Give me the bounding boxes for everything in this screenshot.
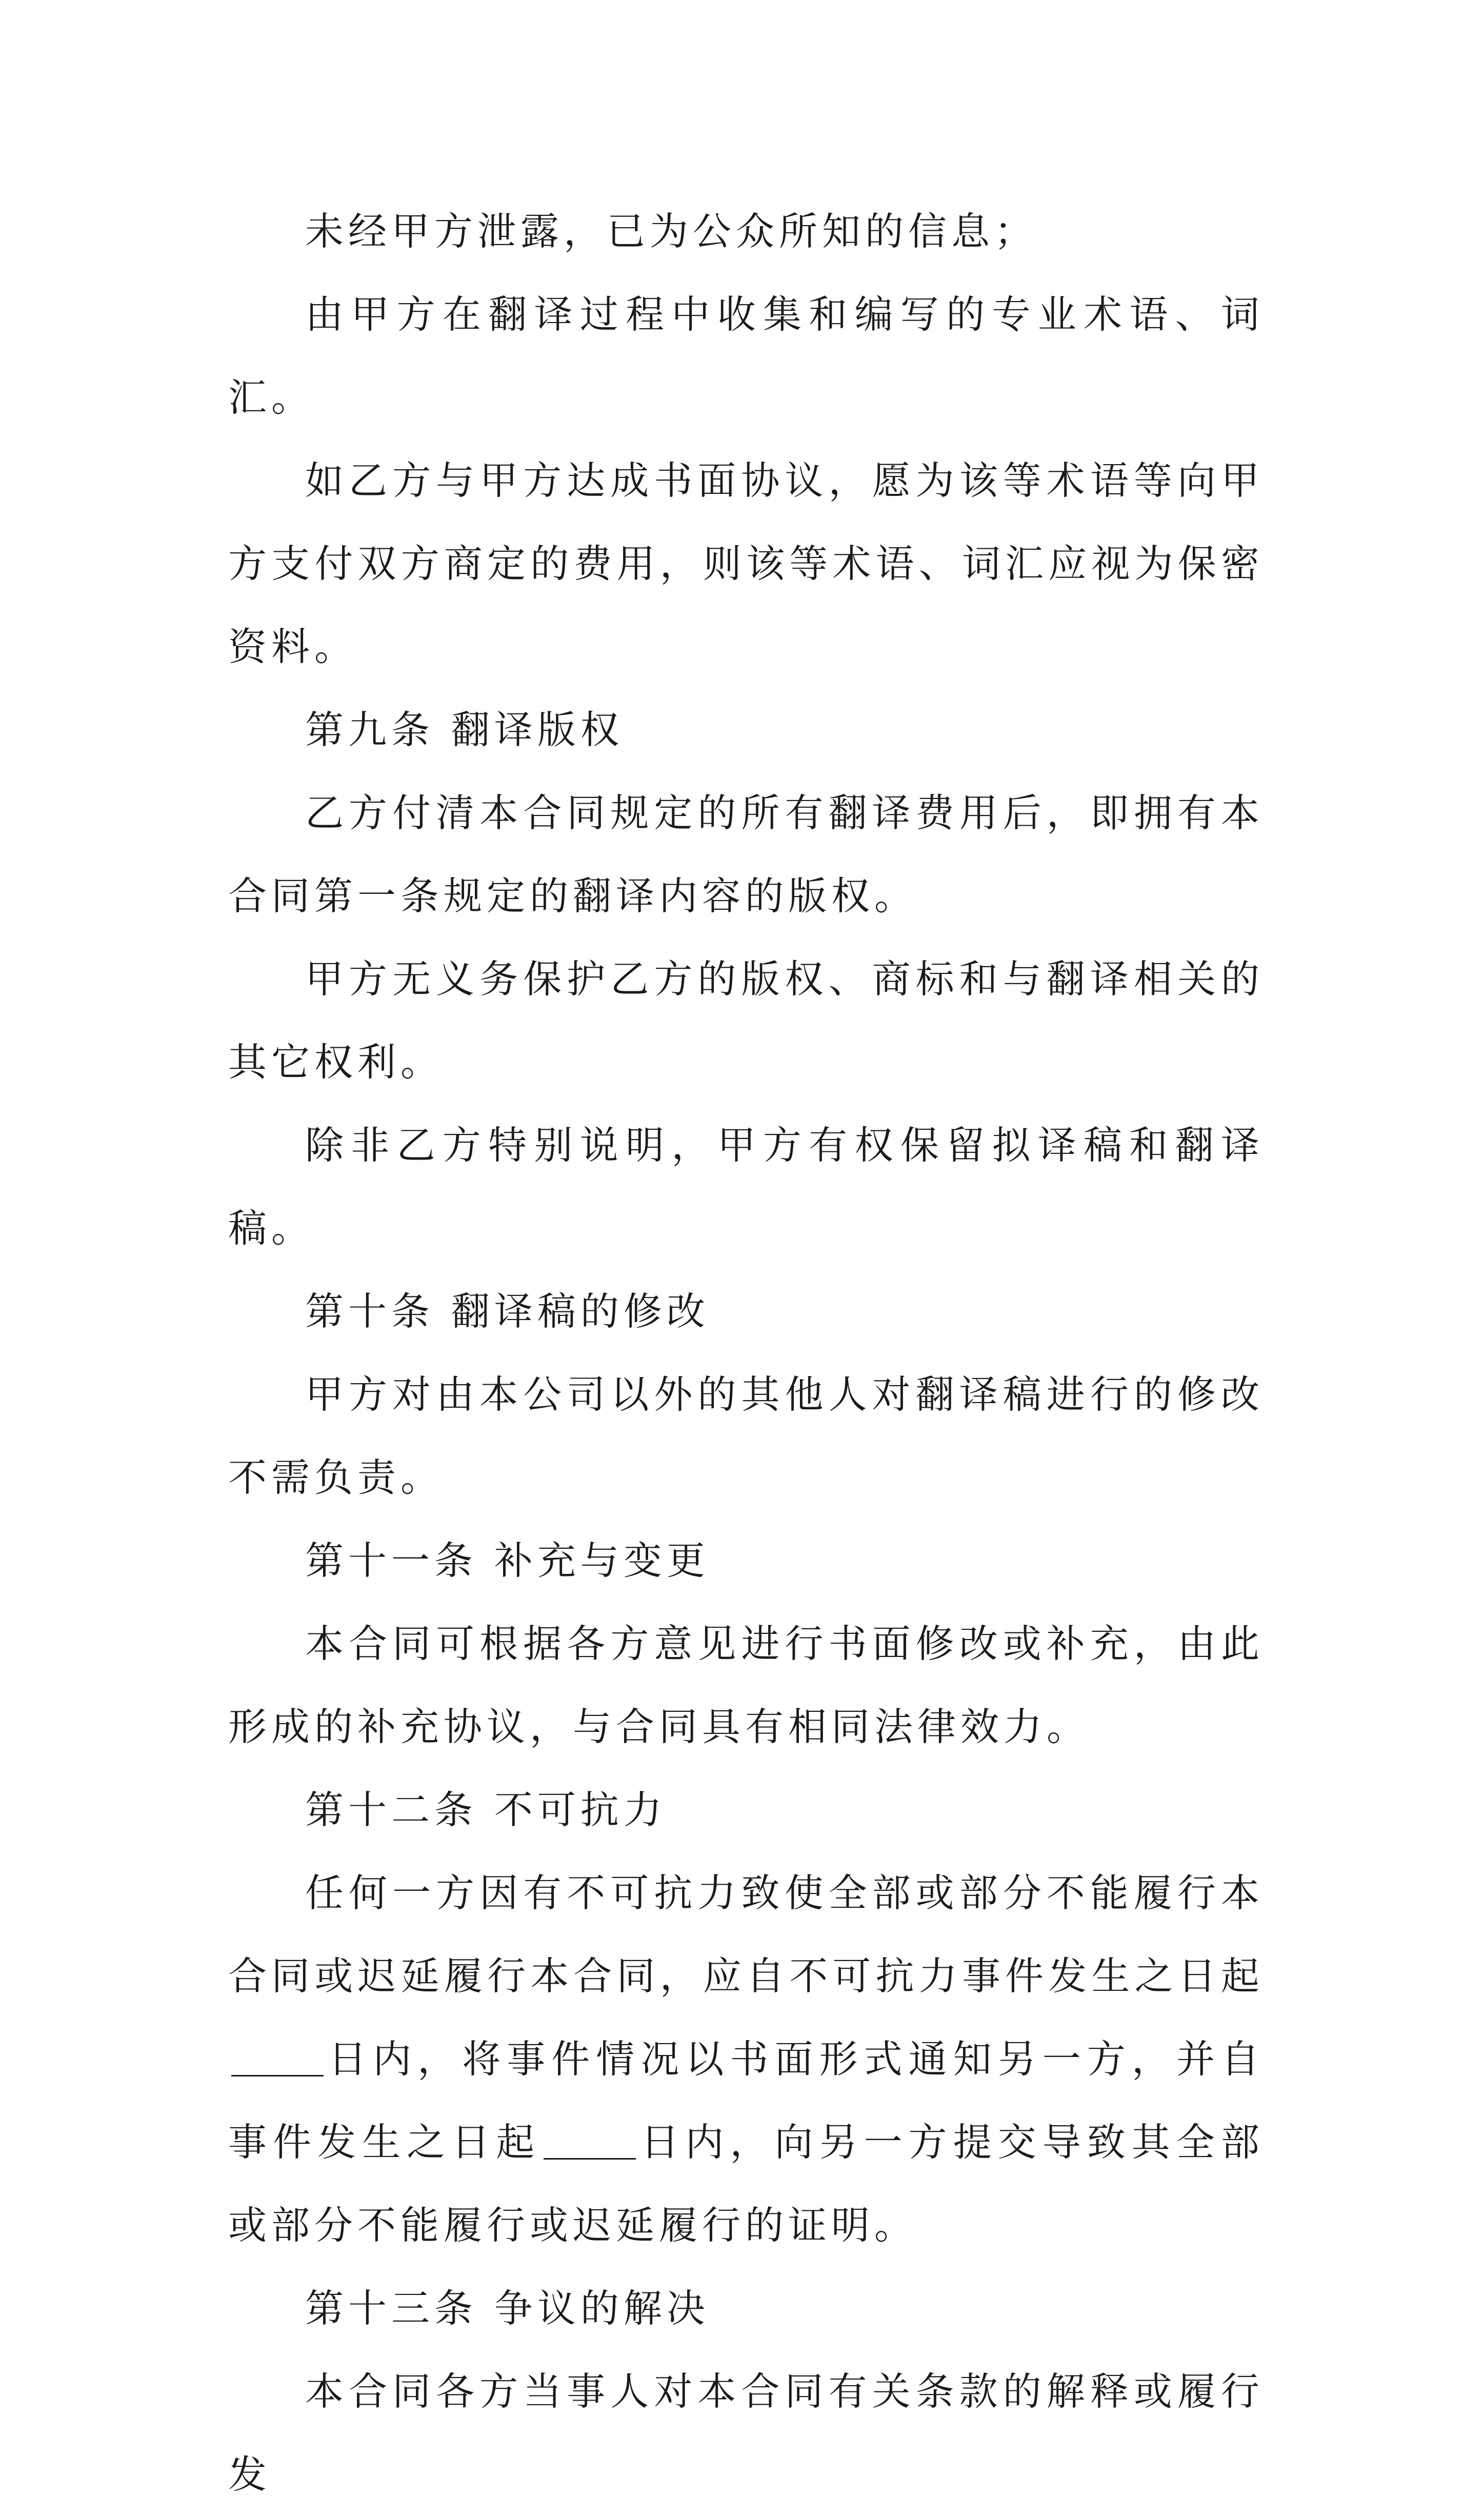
paragraph-text: 日内，向另一方提交导致其全部或部分不能履行或迟延履行的证明。 [228, 2120, 1264, 2248]
paragraph: 未经甲方泄露，已为公众所知的信息； [305, 209, 1038, 254]
paragraph-text: 任何一方因有不可抗力致使全部或部分不能履行本合同或迟延履行本合同，应自不可抗力事件发生之日起 [228, 1870, 1264, 1999]
section-heading: 第九条 翻译版权 [305, 707, 624, 752]
paragraph: 乙方付清本合同规定的所有翻译费用后，即拥有本合同第一条规定的翻译内容的版权。 [228, 790, 1264, 918]
section-heading: 第十二条 不可抗力 [305, 1787, 667, 1832]
section-heading: 第十一条 补充与变更 [305, 1538, 710, 1583]
paragraph: 本合同各方当事人对本合同有关条款的解释或履行发 [228, 2369, 1264, 2497]
paragraph: 甲方对由本公司以外的其他人对翻译稿进行的修改不需负责。 [228, 1372, 1264, 1500]
document-body [228, 190, 1264, 2516]
paragraph: 甲方无义务保护乙方的版权、商标和与翻译相关的其它权利。 [228, 956, 1264, 1085]
fill-in-blank [231, 2036, 324, 2076]
paragraph-force-majeure [228, 1851, 1264, 2267]
fill-in-blank [544, 2120, 636, 2160]
paragraph-text: 日内，将事件情况以书面形式通知另一方，并自事件发生之日起 [228, 2036, 1264, 2165]
paragraph: 如乙方与甲方达成书面协议，愿为该等术语等向甲方支付双方商定的费用，则该等术语、词汇应视为保密资料。 [228, 458, 1264, 669]
paragraph: 由甲方在翻译过程中收集和编写的专业术语、词汇。 [228, 292, 1264, 420]
paragraph: 本合同可根据各方意见进行书面修改或补充，由此形成的补充协议，与合同具有相同法律效力。 [228, 1621, 1264, 1749]
section-heading: 第十三条 争议的解决 [305, 2286, 710, 2331]
section-heading: 第十条 翻译稿的修改 [305, 1289, 710, 1334]
paragraph: 除非乙方特别说明，甲方有权保留拟译稿和翻译稿。 [228, 1123, 1264, 1251]
